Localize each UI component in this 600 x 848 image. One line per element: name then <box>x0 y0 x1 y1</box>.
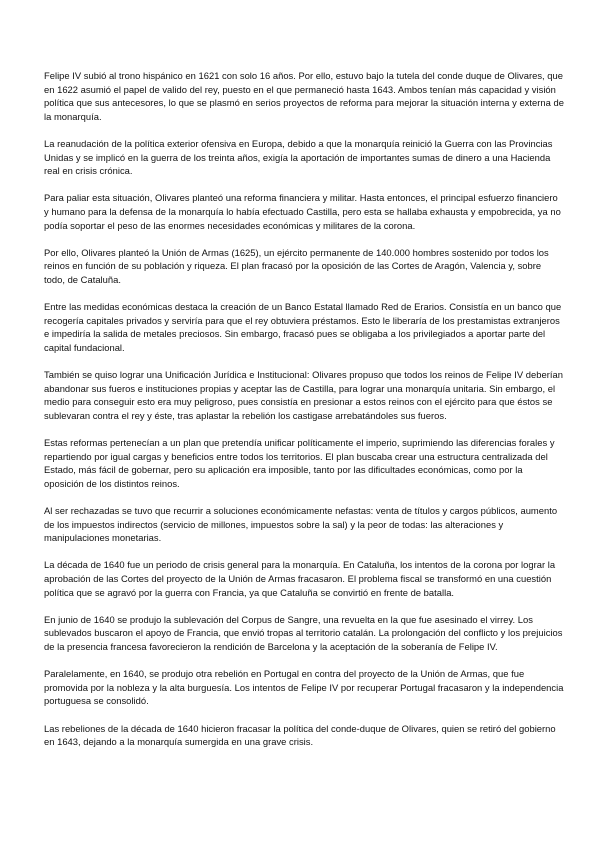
paragraph-8: Al ser rechazadas se tuvo que recurrir a soluciones económicamente nefastas: venta de títulos y cargos públicos, aumento de los impuestos indirectos (servicio de millones, impuestos sobre la sal) y la peor de todas: las alteraciones y manipulaciones monetarias. <box>44 505 558 544</box>
paragraph-10: En junio de 1640 se produjo la sublevación del Corpus de Sangre, una revuelta en la que fue asesinado el virrey. Los sublevados buscaron el apoyo de Francia, que envió tropas al territorio catalán. La prolongación del conflicto y los prejuicios de la presencia francesa favorecieron la rendición de Barcelona y la aceptación de la soberanía de Felipe IV. <box>44 613 563 652</box>
paragraph-7: Estas reformas pertenecían a un plan que pretendía unificar políticamente el imperio, suprimiendo las diferencias forales y repartiendo por igual cargas y beneficios entre todos los territorios. El plan buscaba crear una estructura centralizada del Estado, más fácil de gobernar, pero su aplicación era imposible, tanto por las dificultades económicas, como por la oposición de los distintos reinos. <box>44 437 555 489</box>
paragraph-2: La reanudación de la política exterior ofensiva en Europa, debido a que la monarquía reinició la Guerra con las Provincias Unidas y se implicó en la guerra de los treinta años, exigía la aportación de importantes sumas de dinero a una Hacienda real en crisis crónica. <box>44 137 553 177</box>
paragraph-6: También se quiso lograr una Unificación Jurídica e Institucional: Olivares propuso que todos los reinos de Felipe IV deberían abandonar sus fueros e instituciones propias y aceptar las de Castilla, para lograr una monarquía unitaria. Sin embargo, el medio para conseguir esto era muy peligroso, pues consistía en presionar a estos reinos con el ejército para que éstos se sublevaran contra el rey y éste, tras aplastar la rebelión los castigase arrebatándoles sus fueros. <box>44 369 563 421</box>
paragraph-1: Felipe IV subió al trono hispánico en 1621 con solo 16 años. Por ello, estuvo bajo la tutela del conde duque de Olivares, que en 1622 asumió el papel de valido del rey, puesto en el que permaneció hasta 1643. Ambos tenían más capacidad y visión política que sus antecesores, lo que se plasmó en serios proyectos de reforma para mejorar la situación interna y externa de la monarquía. <box>44 70 564 122</box>
paragraph-9: La década de 1640 fue un periodo de crisis general para la monarquía. En Cataluña, los intentos de la corona por lograr la aprobación de las Cortes del proyecto de la Unión de Armas fracasaron. El problema fiscal se transformó en una cuestión política que se agravó por la guerra con Francia, ya que Cataluña se convirtió en frente de batalla. <box>44 559 556 598</box>
document-page <box>44 69 564 762</box>
paragraph-3: Para paliar esta situación, Olivares planteó una reforma financiera y militar. Hasta entonces, el principal esfuerzo financiero y humano para la defensa de la monarquía lo había efectuado Castilla, pero esta se hallaba exhausta y empobrecida, ya no podía soportar el peso de las enormes necesidades económicas y militares de la corona. <box>44 192 561 231</box>
paragraph-5: Entre las medidas económicas destaca la creación de un Banco Estatal llamado Red de Erarios. Consistía en un banco que recogería capitales privados y serviría para que el rey obtuviera préstamos. Esto le liberaría de los prestamistas extranjeros e impediría la salida de metales preciosos. Sin embargo, fracasó pues se obligaba a los privilegiados a aportar parte del capital fundacional. <box>44 301 562 353</box>
paragraph-4: Por ello, Olivares planteó la Unión de Armas (1625), un ejército permanente de 140.000 hombres sostenido por todos los reinos en función de su población y riqueza. El plan fracasó por la oposición de las Cortes de Aragón, Valencia y, sobre todo, de Cataluña. <box>44 246 549 285</box>
paragraph-12: Las rebeliones de la década de 1640 hicieron fracasar la política del conde-duque de Olivares, quien se retiró del gobierno en 1643, dejando a la monarquía sumergida en una grave crisis. <box>44 722 556 748</box>
paragraph-11: Paralelamente, en 1640, se produjo otra rebelión en Portugal en contra del proyecto de la Unión de Armas, que fue promovida por la nobleza y la alta burguesía. Los intentos de Felipe IV por recuperar Portugal fracasaron y la independencia portuguesa se consolidó. <box>44 668 564 707</box>
